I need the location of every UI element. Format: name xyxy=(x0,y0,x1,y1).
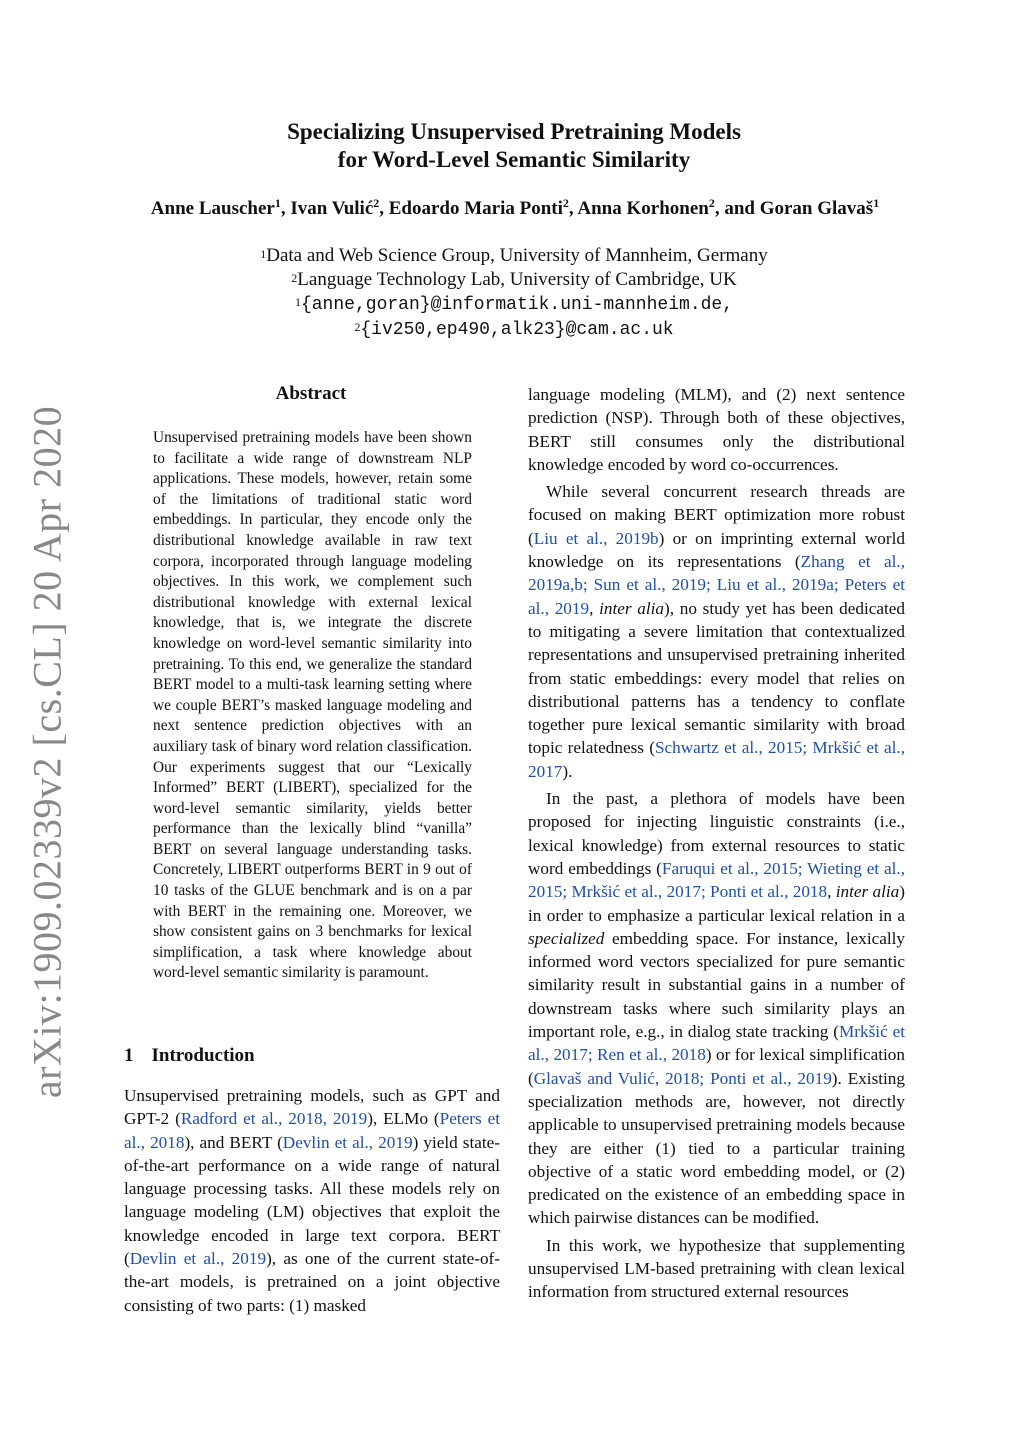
intro-text: ), and BERT ( xyxy=(184,1132,283,1152)
email-text: {anne,goran}@informatik.uni-mannheim.de, xyxy=(300,295,734,315)
paragraph-text: ) in order to emphasize a particular lexical relation in a xyxy=(528,882,906,925)
affiliation-mark: 1 xyxy=(294,295,301,309)
intro-text: Unsupervised pretraining models, such as GPT and GPT-2 ( xyxy=(124,1086,500,1129)
citation-link[interactable]: Faruqui et al., 2015; Wieting et al., 2015; Mrkšić et al., 2017; Ponti et al., 2018 xyxy=(528,858,905,902)
affiliation-mark: 2 xyxy=(354,320,361,334)
citation-link[interactable]: Mrkšić et al., 2017; Ren et al., 2018 xyxy=(528,1022,905,1065)
arxiv-sidebar xyxy=(22,405,72,1099)
paragraph-text: In the past, a plethora of models have been proposed for injecting linguistic constraints (i.e., lexical knowledge) from external resources to static word embeddings ( xyxy=(528,789,905,878)
paragraph-text: ) or on imprinting external world knowledge on its representations ( xyxy=(528,528,905,572)
paragraph xyxy=(528,787,905,1230)
author-affiliation-mark: 2 xyxy=(708,196,715,210)
title-line-1: Specializing Unsupervised Pretraining Models xyxy=(287,119,741,144)
arxiv-identifier: arXiv:1909.02339v2 [cs.CL] 20 Apr 2020 xyxy=(24,405,70,1099)
citation-link[interactable]: Glavaš and Vulić, 2018; Ponti et al., 2019 xyxy=(533,1068,832,1088)
abstract-body: Unsupervised pretraining models have been shown to facilitate a wide range of downstream NLP applications. These models, however, retain some of the limitations of traditional static word embeddings. In particular, they encode only the distributional knowledge available in raw text corpora, incorporated through language modeling objectives. In this work, we complement such distributional knowledge with external lexical knowledge, that is, we integrate the discrete knowledge on word-level semantic similarity into pretraining. To this end, we generalize the standard BERT model to a multi-task learning setting where we couple BERT’s masked language modeling and next sentence prediction objectives with an auxiliary task of binary word relation classification. Our experiments suggest that our “Lexically Informed” BERT (LIBERT), specialized for the word-level semantic similarity, yields better performance than the lexically blind “vanilla” BERT on several language understanding tasks. Concretely, LIBERT outperforms BERT in 9 out of 10 tasks of the GLUE benchmark and is on a par with BERT in the remaining one. Moreover, we show consistent gains on 3 benchmarks for lexical simplification, a task where knowledge about word-level semantic similarity is paramount. xyxy=(153,429,472,982)
citation-link[interactable]: Zhang et al., 2019a,b; Sun et al., 2019; Liu et al., 2019a; Peters et al., 2019 xyxy=(528,552,905,618)
citation-link[interactable]: Liu et al., 2019b xyxy=(533,528,659,548)
author-affiliation-mark: 1 xyxy=(274,196,281,210)
affiliation-mark: 1 xyxy=(260,247,267,261)
email-text: {iv250,ep490,alk23}@cam.ac.uk xyxy=(360,320,674,340)
paragraph-text: , xyxy=(827,882,836,902)
intro-text: ), ELMo ( xyxy=(367,1109,440,1129)
paper-title xyxy=(124,118,904,174)
author-name: Ivan Vulić xyxy=(290,198,374,219)
email-1 xyxy=(124,292,904,317)
title-line-2: for Word-Level Semantic Similarity xyxy=(337,147,691,172)
citation-link[interactable]: Schwartz et al., 2015; Mrkšić et al., 2017 xyxy=(528,738,905,781)
email-2 xyxy=(124,317,904,342)
abstract-heading: Abstract xyxy=(275,383,347,404)
author-separator: , xyxy=(379,198,389,219)
right-column xyxy=(528,383,905,1308)
author-name: Goran Glavaš xyxy=(759,198,874,219)
paragraph: In this work, we hypothesize that supplementing unsupervised LM-based pretraining with clean lexical information from structured external resources xyxy=(528,1235,905,1302)
author-separator: , xyxy=(568,198,578,219)
author-separator: , and xyxy=(714,198,760,219)
citation-link[interactable]: Radford et al., 2018, 2019 xyxy=(180,1109,368,1129)
author-name: Edoardo Maria Ponti xyxy=(388,198,563,219)
paragraph-text: ). Existing specialization methods are, however, not directly applicable to unsupervised pretraining models because they are either (1) tied to a particular training objective of a static word embedding model, or (2) predicated on the existence of an embedding space in which pairwise distances can be modified. xyxy=(528,1068,905,1228)
section-heading xyxy=(124,1045,255,1067)
affiliation-mark: 2 xyxy=(291,271,298,285)
paragraph-text: While several concurrent research threads are focused on making BERT optimization more robust ( xyxy=(528,482,905,548)
affiliations xyxy=(124,244,904,342)
author-list xyxy=(100,198,930,220)
intro-text: ), as one of the current state-of-the-art models, is pretrained on a joint objective consisting of two parts: (1) masked xyxy=(124,1249,500,1315)
emphasis-text: inter alia xyxy=(599,598,665,618)
citation-link[interactable]: Devlin et al., 2019 xyxy=(282,1132,413,1152)
author-name: Anna Korhonen xyxy=(577,198,709,219)
affiliation-text: Language Technology Lab, University of Cambridge, UK xyxy=(297,269,737,290)
paragraph-text: ). xyxy=(562,761,573,781)
author-affiliation-mark: 2 xyxy=(373,196,380,210)
author-affiliation-mark: 2 xyxy=(562,196,569,210)
citation-link[interactable]: Devlin et al., 2019 xyxy=(129,1249,267,1269)
intro-paragraph xyxy=(124,1084,500,1317)
author-affiliation-mark: 1 xyxy=(873,196,880,210)
section-number: 1 xyxy=(124,1045,134,1066)
paragraph-text: embedding space. For instance, lexically informed word vectors specialized for pure semantic similarity result in substantial gains in a number of downstream tasks where such similarity plays an important role, e.g., in dialog state tracking ( xyxy=(528,928,905,1042)
author-separator: , xyxy=(280,198,291,219)
section-title: Introduction xyxy=(151,1045,255,1066)
intro-text: ) yield state-of-the-art performance on a wide range of natural language processing tasks. All these models rely on language modeling (LM) objectives that exploit the knowledge encoded in large text corpora. BERT ( xyxy=(124,1132,501,1269)
paragraph xyxy=(528,480,905,783)
paragraph-text: ), no study yet has been dedicated to mitigating a severe limitation that contextualized representations and unsupervised pretraining inherited from static embeddings: every model that relies on distributional patterns has a tendency to conflate together pure lexical semantic similarity with broad topic relatedness ( xyxy=(528,598,905,758)
author-name: Anne Lauscher xyxy=(150,198,275,219)
paragraph: language modeling (MLM), and (2) next sentence prediction (NSP). Through both of these objectives, BERT still consumes only the distributional knowledge encoded by word co-occurrences. xyxy=(528,385,905,474)
affiliation-text: Data and Web Science Group, University of Mannheim, Germany xyxy=(266,245,768,266)
emphasis-text: inter alia xyxy=(835,882,900,902)
paragraph-text: ) or for lexical simplification ( xyxy=(528,1045,905,1088)
citation-link[interactable]: Peters et al., 2018 xyxy=(124,1109,500,1152)
affiliation-1 xyxy=(124,244,904,268)
affiliation-2 xyxy=(124,268,904,292)
emphasis-text: specialized xyxy=(528,928,605,948)
paragraph-text: , xyxy=(589,598,600,618)
